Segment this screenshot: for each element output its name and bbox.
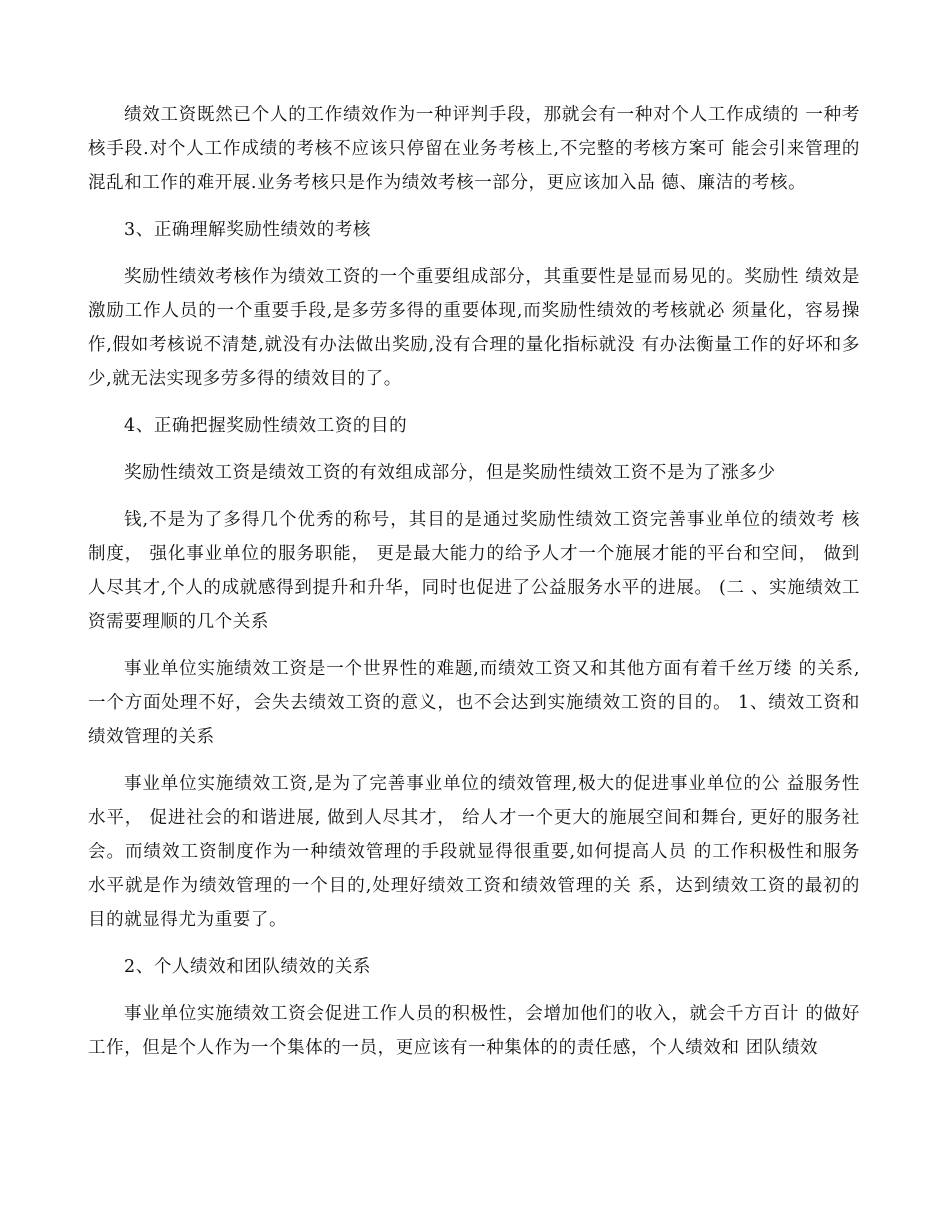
paragraph-reward-purpose-continued: 钱,不是为了多得几个优秀的称号，其目的是通过奖励性绩效工资完善事业单位的绩效考 核制度， 强化事业单位的服务职能， 更是最大能力的给予人才一个施展才能的平台和空间， 做到人尽其才,个人的成就感得到提升和升华，同时也促进了公益服务水平的进展。 (二 、实施绩效工资需要理顺的几个关系 [88,510,860,632]
paragraph-reward-assessment: 奖励性绩效考核作为绩效工资的一个重要组成部分，其重要性是显而易见的。奖励性 绩效是激励工作人员的一个重要手段,是多劳多得的重要体现,而奖励性绩效的考核就必 须量化，容易操作,假如考核说不清楚,就没有办法做出奖励,没有合理的量化指标就没 有办法衡量工作的好坏和多少,就无法实现多劳多得的绩效目的了。 [88,267,860,389]
paragraph-individual-team: 事业单位实施绩效工资会促进工作人员的积极性，会增加他们的收入，就会千方百计 的做好工作，但是个人作为一个集体的一员，更应该有一种集体的的责任感，个人绩效和 团队绩效 [88,1004,860,1058]
paragraph-evaluation-means: 绩效工资既然已个人的工作绩效作为一种评判手段，那就会有一种对个人工作成绩的 一种考核手段.对个人工作成绩的考核不应该只停留在业务考核上,不完整的考核方案可 能会引来管理的混乱和工作的难开展.业务考核只是作为绩效考核一部分，更应该加入品 德、廉洁的考核。 [88,105,860,193]
heading-section-3: 3、正确理解奖励性绩效的考核 [124,220,372,240]
heading-individual-team: 2、个人绩效和团队绩效的关系 [124,957,372,977]
paragraph-relationships-intro: 事业单位实施绩效工资是一个世界性的难题,而绩效工资又和其他方面有着千丝万缕 的关系,一个方面处理不好，会失去绩效工资的意义，也不会达到实施绩效工资的目的。 1、绩效工资和绩效管理的关系 [88,659,860,747]
heading-section-4: 4、正确把握奖励性绩效工资的目的 [124,416,408,436]
document-body [88,98,860,1065]
paragraph-reward-purpose-start: 奖励性绩效工资是绩效工资的有效组成部分，但是奖励性绩效工资不是为了涨多少 [124,463,776,483]
paragraph-performance-management: 事业单位实施绩效工资,是为了完善事业单位的绩效管理,极大的促进事业单位的公 益服务性水平， 促进社会的和谐进展, 做到人尽其才， 给人才一个更大的施展空间和舞台, 更好的服务社会。而绩效工资制度作为一种绩效管理的手段就显得很重要,如何提高人员 的工作积极性和服务水平就是作为绩效管理的一个目的,处理好绩效工资和绩效管理的关 系，达到绩效工资的最初的目的就显得尤为重要了。 [88,774,860,930]
